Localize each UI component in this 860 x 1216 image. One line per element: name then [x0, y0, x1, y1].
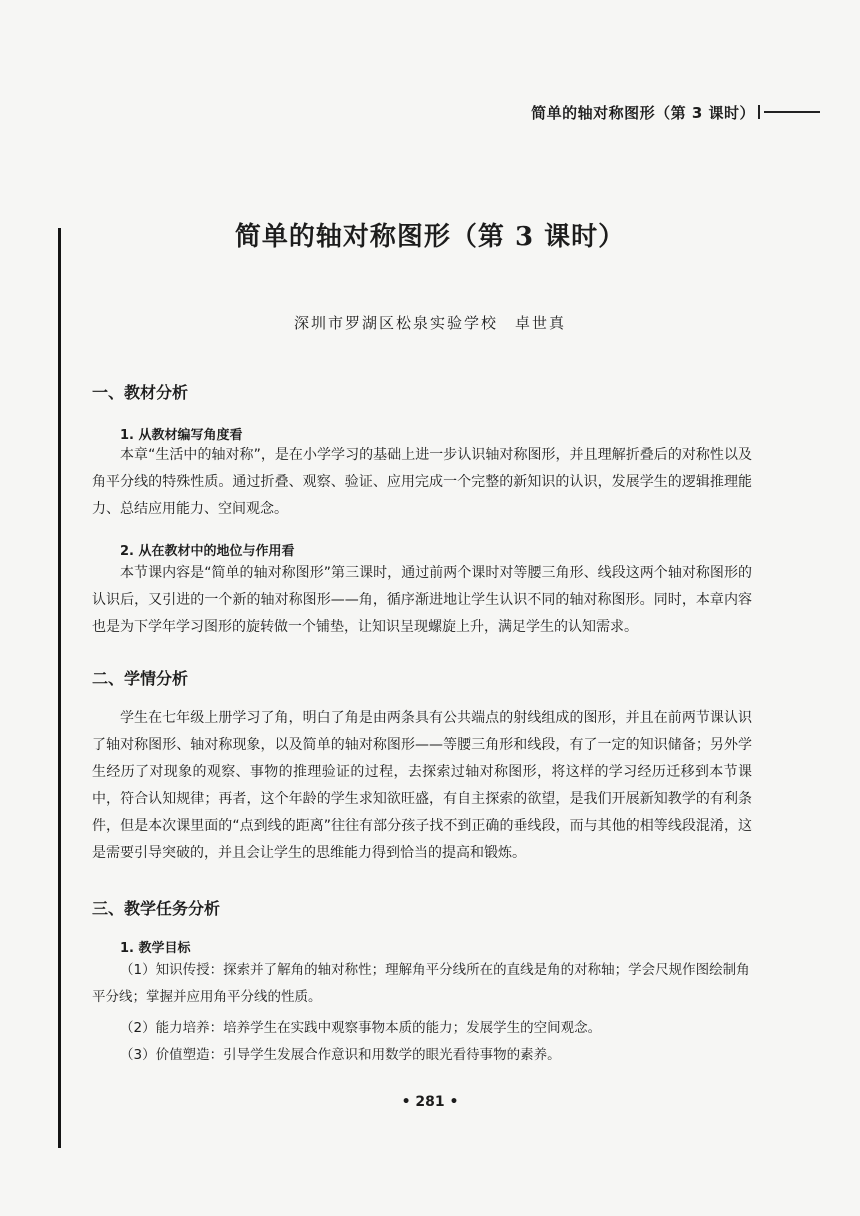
paragraph-1-2: 本节课内容是“简单的轴对称图形”第三课时，通过前两个课时对等腰三角形、线段这两个轴对称图形的认识后，又引进的一个新的轴对称图形——角，循序渐进地让学生认识不同的轴对称图形。同时，本章内容也是为下学年学习图形的旋转做一个铺垫，让知识呈现螺旋上升，满足学生的认知需求。 — [92, 565, 752, 635]
goal-knowledge: （1）知识传授：探索并了解角的轴对称性；理解角平分线所在的直线是角的对称轴；学会尺规作图绘制角平分线；掌握并应用角平分线的性质。 — [92, 962, 750, 1005]
section-heading-1: 一、教材分析 — [92, 383, 189, 402]
header-rule-tick — [758, 105, 760, 119]
subheading-1-1: 1. 从教材编写角度看 — [120, 428, 243, 443]
section-heading-2: 二、学情分析 — [92, 669, 189, 688]
page-number: • 281 • — [401, 1094, 459, 1110]
goal-values: （3）价值塑造：引导学生发展合作意识和用数学的眼光看待事物的素养。 — [120, 1047, 561, 1063]
paragraph-1-1: 本章“生活中的轴对称”，是在小学学习的基础上进一步认识轴对称图形，并且理解折叠后的对称性以及角平分线的特殊性质。通过折叠、观察、验证、应用完成一个完整的新知识的认识，发展学生的逻辑推理能力、总结应用能力、空间观念。 — [92, 447, 752, 517]
running-header — [531, 100, 820, 124]
binding-edge-line — [58, 228, 61, 1148]
running-header-title: 简单的轴对称图形（第 3 课时） — [531, 103, 755, 122]
author-line: 深圳市罗湖区松泉实验学校 卓世真 — [293, 314, 566, 332]
paragraph-2-1: 学生在七年级上册学习了角，明白了角是由两条具有公共端点的射线组成的图形，并且在前两节课认识了轴对称图形、轴对称现象，以及简单的轴对称图形——等腰三角形和线段，有了一定的知识储备；另外学生经历了对现象的观察、事物的推理验证的过程，去探索过轴对称图形，将这样的学习经历迁移到本节课中，符合认知规律；再者，这个年龄的学生求知欲旺盛，有自主探索的欲望，是我们开展新知教学的有利条件，但是本次课里面的“点到线的距离”往往有部分孩子找不到正确的垂线段，而与其他的相等线段混淆，这是需要引导突破的，并且会让学生的思维能力得到恰当的提高和锻炼。 — [92, 710, 752, 861]
page-title: 简单的轴对称图形（第 3 课时） — [234, 222, 626, 252]
subheading-1-2: 2. 从在教材中的地位与作用看 — [120, 544, 295, 559]
goal-ability: （2）能力培养：培养学生在实践中观察事物本质的能力；发展学生的空间观念。 — [120, 1020, 602, 1036]
subheading-3-1: 1. 教学目标 — [120, 941, 191, 956]
header-rule — [764, 111, 820, 113]
section-heading-3: 三、教学任务分析 — [92, 899, 221, 918]
